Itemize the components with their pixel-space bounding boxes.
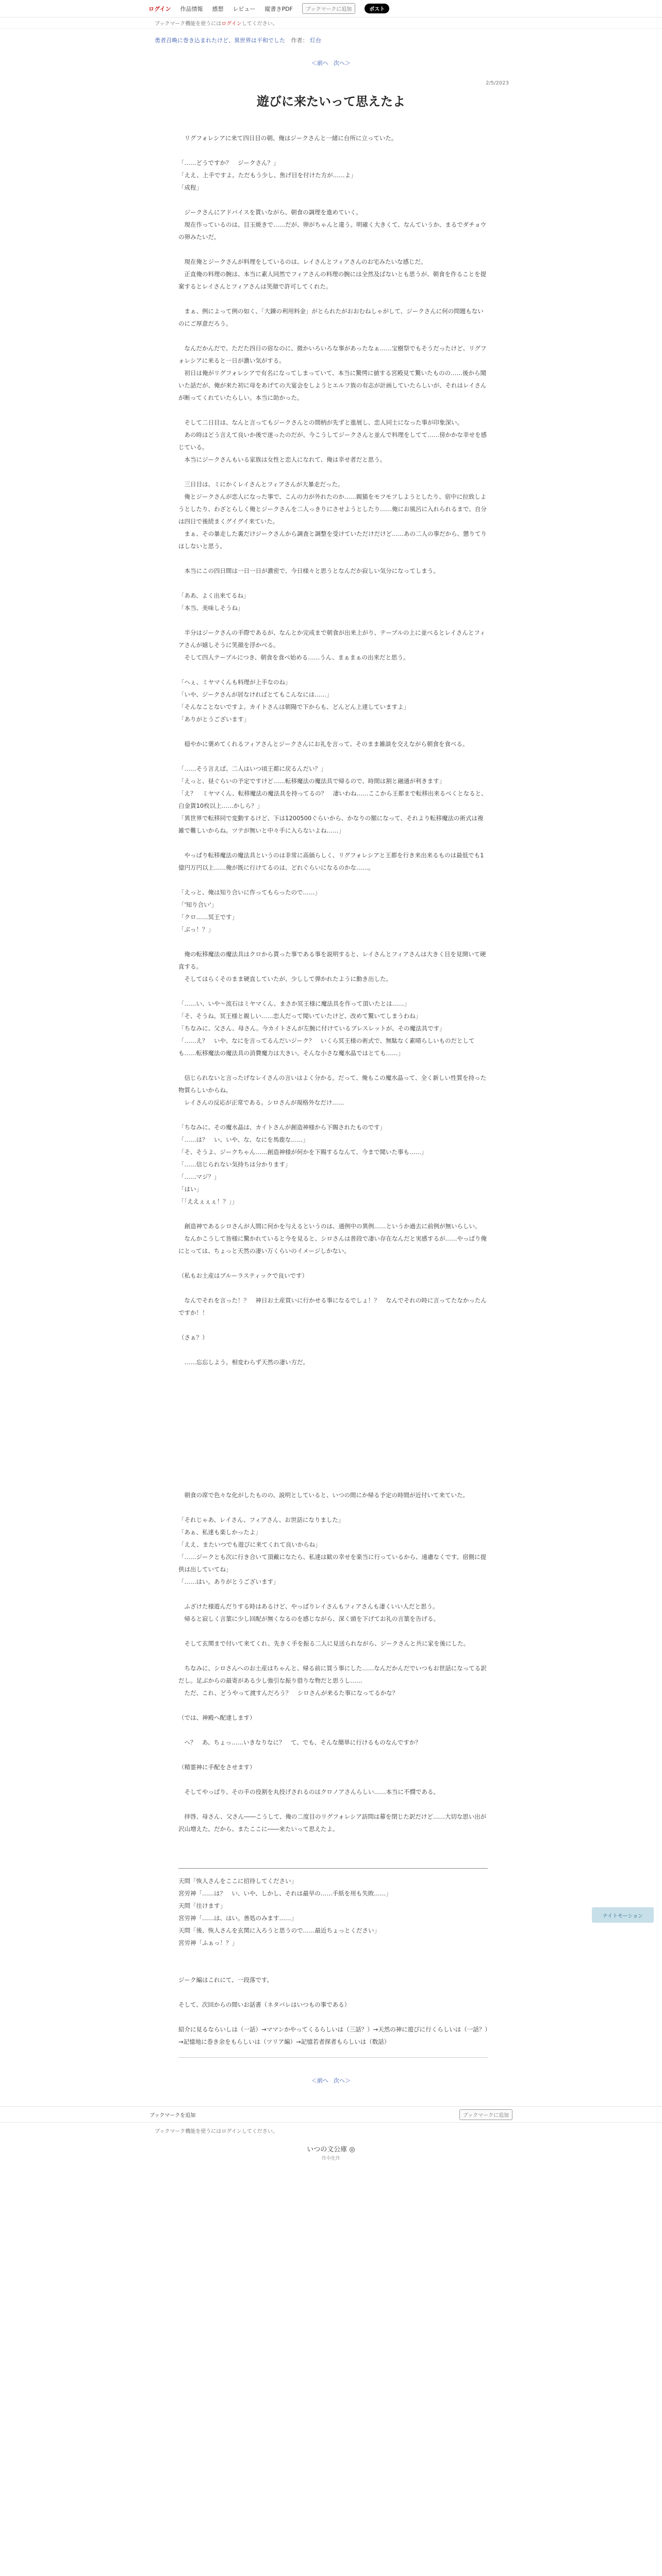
novel-paragraph (178, 293, 488, 305)
afterword-line: 宮労神「……は、はい。善処のみます……」 (178, 1914, 297, 1922)
novel-paragraph: 「へぇ、ミヤマくんも料理が上手なのね」 (178, 679, 291, 686)
novel-paragraph: ちなみに、シロさんへのお土産はちゃんと、帰る前に買う事にした……なんだかんだでいつもお世話になってる訳だし。足ぶからの最寄がある少し強引な振り借りな物だと思うし…… (178, 1665, 487, 1684)
novel-paragraph (178, 1257, 488, 1269)
novel-paragraph (178, 1625, 488, 1637)
novel-paragraph: ただ、これ、どうやって渡すんだろう？ シロさんが来るた事になってるかな？ (178, 1689, 399, 1697)
afterword-line: 宮労神「ふぁっ！？」 (178, 1939, 238, 1946)
novel-paragraph: 穏やかに褒めてくれるフィアさんとジークさんにお礼を言って、そのまま雑談を交えながら朝食を食べる。 (178, 740, 469, 748)
novel-paragraph (178, 1109, 488, 1121)
novel-paragraph (178, 1344, 488, 1356)
novel-paragraph: 「そ、そうね。冥王様と親しい……恋人だって聞いていたけど、改めて驚いてしまうわね」 (178, 1012, 422, 1020)
afterword-line (178, 2011, 488, 2023)
novel-paragraph (178, 404, 488, 416)
afterword-line (178, 1961, 488, 1974)
nav-reviews[interactable]: レビュー (233, 5, 256, 12)
novel-paragraph: 正直俺の料理の腕は、本当に素人同然でフィアさんの料理の腕には全然及ばないとも思うが、朝食を作ることを提案するとレイさんとフィアさんは笑顔で許可してくれた。 (178, 270, 487, 290)
novel-paragraph: （さぁ？） (178, 1334, 208, 1341)
novel-paragraph: 信じられないと言ったげなレイさんの言いはよく分かる。だって、俺もこの魔水晶って、全く新しい性質を持った物質らしいからね。 (178, 1074, 486, 1094)
novel-paragraph (178, 552, 488, 565)
novel-paragraph: なんだかんだで、ただた四日の宿なのに、微かいろいろな事があったなぁ……宝樹祭でもそうだったけど、リグフォレシアに来ると一日が濃い気がする。 (178, 345, 487, 364)
novel-paragraph: そして四人テーブルにつき、朝食を食べ始める……うん、まぁまぁの出来だと思う。 (178, 654, 409, 661)
novel-paragraph (178, 1501, 488, 1514)
novel-paragraph: そしてやっぱり、その手の役割を丸投げされるのはクロノアさんらしい……本当に不憫である。 (178, 1788, 439, 1795)
nav-vertical-pdf[interactable]: 縦書きPDF (264, 5, 293, 12)
novel-body-part2 (178, 1489, 488, 1848)
novel-paragraph: 「「ええぇぇぇ！？」」 (178, 1198, 238, 1205)
novel-paragraph: 本当にジークさんもいる家族は女性と恋人になれて、俺は幸せ者だと思う。 (178, 456, 386, 463)
novel-paragraph: 現在俺とジークさんが料理をしているのは、レイさんとフィアさんのお宅みたいな感じだ。 (178, 258, 427, 265)
novel-paragraph: 半分はジークさんの手際であるが、なんとか完成まで朝食が出来上がり、テーブルの上に並べるとレイさんとフィアさんが嬉しそうに笑顔を浮かべる。 (178, 629, 486, 649)
novel-paragraph: 「成程」 (178, 184, 202, 191)
novel-paragraph (178, 466, 488, 478)
series-title-link[interactable]: 勇者召喚に巻き込まれたけど、異世界は平和でした (155, 37, 285, 44)
login-note (0, 18, 662, 29)
novel-paragraph: そして二日目は、なんと言ってもジークさんとの間柄が先ずと進展し、恋人同士になった事が印象深い。 (178, 419, 463, 426)
novel-paragraph: 創造神であるシロさんが人間に何かを与えるというのは、通例中の異例……というか過去に前例が無いらしい。 (178, 1223, 481, 1230)
top-nav-bar (0, 0, 662, 18)
chapter-pager-top (0, 59, 662, 67)
novel-paragraph: あの時はどう言えて良いか後で迷ったのだが、今こうしてジークさんと並んで料理をしてて……傍かかな幸せを感じている。 (178, 431, 487, 451)
afterword (178, 1875, 488, 2048)
novel-paragraph: 「ああ、よく出来てるね」 (178, 592, 250, 599)
novel-paragraph: 「そ、そうよ、ジークちゃん……創造神様が何かを下賜するなんて、今まで聞いた事も……」 (178, 1148, 427, 1156)
novel-paragraph (178, 1588, 488, 1600)
novel-paragraph: 「そんなことないですよ。カイトさんは朝陽で下からも、どんどん上達していますよ」 (178, 703, 410, 710)
prev-chapter-link-bottom[interactable]: ＜前へ (311, 2077, 328, 2084)
x-share-button[interactable]: ポスト (365, 4, 389, 13)
novel-paragraph (178, 725, 488, 738)
novel-paragraph: 「ちなみに、父さん、母さん。今カイトさんが左腕に付けているブレスレットが、その魔法具です」 (178, 1025, 445, 1032)
author-prefix: 作者： (291, 37, 308, 44)
novel-paragraph: 「クロ……冥王です」 (178, 913, 238, 921)
afterword-line (178, 1986, 488, 1998)
novel-paragraph: 「はい」 (178, 1185, 202, 1193)
novel-paragraph: 「あぁ、私達も楽しかったよ」 (178, 1529, 261, 1536)
novel-paragraph: 現在作っているのは、目玉焼きで……だが、卵がちゃんと違う。明確く大きくて、なんていうか、まるでダチョウの卵みたいだ。 (178, 221, 487, 241)
footer-logo-title: いつの文公庫 ◎ (307, 2146, 355, 2154)
footer-logo[interactable] (0, 2144, 662, 2161)
novel-paragraph: 「えっと、俺は知り合いに作ってもらったので……」 (178, 889, 321, 896)
novel-paragraph: そしてはらくそのまま硬直していたが、少しして弾かれたように動き出した。 (178, 975, 392, 982)
novel-paragraph: 朝食の席で色々な化がしたものの、説明としていると、いつの間にか帰る予定の時間が近付いて来ていた。 (178, 1492, 469, 1499)
novel-paragraph: 「……そう言えば、二人はいつ頃王都に戻るんだい？」 (178, 765, 327, 772)
novel-paragraph: （精霊神に手配をさせます） (178, 1764, 256, 1771)
novel-paragraph (178, 1059, 488, 1072)
login-link[interactable]: ログイン (148, 5, 171, 12)
afterword-line: ジーク編はこれにて、一段落です。 (178, 1976, 273, 1984)
novel-paragraph: （私もお土産はブルーラスティックで良いです） (178, 1272, 308, 1279)
novel-paragraph: 初日は俺がリグフォレシアで有名になってしまっていて、本当に驚愕に値する宮殿見て驚いたものの……後から聞いた話だが、俺が来た初に母をあげての大宴会をしようとエルフ族の有志が計画していたらしいが、それはレイさんが断ってくれていたらしい。本当に助かった。 (178, 369, 487, 401)
novel-paragraph: ……忘忘しよう。相変わらず天然の凄い方だ。 (178, 1359, 309, 1366)
novel-paragraph: 帰ると寂しく言葉に少し回配が無くなるのを感じながら、深く頭を下げてお礼の言葉を告げる。 (178, 1615, 439, 1622)
novel-paragraph: 俺の転移魔法の魔法具はクロから貰った事である事を説明すると、レイさんとフィアさんは大きく目を見開いて硬直する。 (178, 951, 486, 970)
novel-paragraph (178, 1773, 488, 1786)
novel-paragraph: 「……ジークとも次に行き合いて頂戴になたら、私達は歓の幸せを楽当に行っているから、遠慮なくです。宿側に提供は出していてね」 (178, 1553, 487, 1573)
novel-paragraph (178, 1319, 488, 1331)
publish-date: 2/5/2023 (486, 80, 509, 86)
novel-paragraph: なんかこうして皆様に驚かれていると今を見ると、シロさんは普段で凄い存在なんだと実感するが……やっぱり俺にとっては、ちょっと天然の凄い万くらいのイメージしかない。 (178, 1235, 487, 1255)
novel-paragraph: 「えっと、昼ぐらいの予定ですけど……転移魔法の魔法具で帰るので、時間は割と融通が利きます」 (178, 777, 445, 785)
novel-paragraph: 「ええ、またいつでも遊びに来てくれて良いからね」 (178, 1541, 321, 1548)
novel-paragraph: 「……マジ？」 (178, 1173, 220, 1180)
footer-bookmark-button[interactable]: ブックマークに追加 (459, 2109, 512, 2120)
novel-paragraph: 「ちなみに、その魔水晶は、カイトさんが創造神様から下賜されたものです」 (178, 1124, 386, 1131)
night-mode-tab[interactable]: ナイトモーション (592, 1907, 654, 1923)
afterword-bottom-divider (178, 2057, 488, 2058)
novel-paragraph: 「'知り合い'」 (178, 901, 218, 908)
novel-paragraph (178, 577, 488, 589)
novel-paragraph: 三日目は、ミにかくレイさんとフィアさんが大暴走だった。 (178, 481, 344, 488)
afterword-line (178, 1949, 488, 1961)
novel-paragraph: 「ありがとうございます」 (178, 716, 250, 723)
novel-paragraph (178, 1724, 488, 1736)
login-note-prefix: ブックマーク機能を使うには (155, 21, 222, 27)
novel-paragraph (178, 144, 488, 157)
prev-chapter-link[interactable]: ＜前へ (311, 60, 328, 66)
novel-paragraph: 「……信じられない気持ちは分かります」 (178, 1161, 291, 1168)
afterword-line: 天問「往けます」 (178, 1902, 226, 1909)
novel-paragraph (178, 1368, 488, 1381)
novel-paragraph (178, 985, 488, 997)
novel-paragraph: ふざけた様遊んだりする時はあるけど、やっぱりレイさんもフィアさんも凄くいい人だと思う。 (178, 1603, 439, 1610)
novel-paragraph: 「本当、美味しそうね」 (178, 604, 244, 612)
footer-bookmark-label: ブックマークを追加 (150, 2112, 196, 2119)
novel-paragraph: 「……どうですか？ ジークさん？」 (178, 159, 279, 166)
novel-paragraph (178, 750, 488, 762)
series-header (0, 29, 662, 44)
nav-comments[interactable]: 感想 (212, 5, 224, 12)
afterword-divider (178, 1868, 488, 1869)
novel-paragraph: 「……はい。ありがとうございます」 (178, 1578, 279, 1585)
novel-paragraph: レイさんの反応が正常である。シロさんが規格外なだけ…… (178, 1099, 344, 1106)
novel-paragraph (178, 664, 488, 676)
nav-work-info[interactable]: 作品情報 (180, 5, 203, 12)
chapter-title: 遊びに来たいって思えたよ (257, 94, 405, 109)
novel-paragraph: やっぱり転移魔法の魔法具というのは非常に高価らしく、リグフォレシアと王都を行き来出来るものは最低でも1億円万円以上……俺が既に行けてるのは、どれぐらいになるのかな……。 (178, 852, 484, 871)
novel-paragraph (178, 1835, 488, 1848)
footer-logo-sub: 作中化作 (321, 2156, 340, 2161)
novel-body (178, 132, 488, 1381)
novel-paragraph: 「それじゃあ、レイさん、フィアさん、お世話になりました」 (178, 1516, 344, 1523)
next-chapter-link[interactable]: 次へ＞ (334, 60, 351, 66)
novel-paragraph (178, 330, 488, 342)
novel-paragraph (178, 243, 488, 256)
novel-paragraph (178, 1208, 488, 1220)
chapter-pager-bottom (0, 2076, 662, 2084)
novel-paragraph (178, 1650, 488, 1662)
novel-paragraph (178, 837, 488, 849)
login-note-link[interactable]: ログイン (221, 21, 242, 27)
novel-paragraph (178, 1749, 488, 1761)
novel-paragraph: 「ええ、上手ですよ。ただもう少し、焦げ目を付けた方が……よ」 (178, 172, 357, 179)
login-note-suffix: してください。 (241, 21, 278, 27)
novel-paragraph: 「……い、いや～流石はミヤマくん、まさか冥王様に魔法具を作って頂いたとは……」 (178, 1000, 410, 1007)
novel-paragraph: 本当にこの四日間は一日一日が濃密で、今日様々と思うとなんだか寂しい気分になってしまう。 (178, 567, 439, 574)
afterword-line: 宮労神「……は？ い、いや、しかし、それは最早の……手紙を用も失敗……」 (178, 1890, 392, 1897)
novel-paragraph: 拝啓、母さん、父さん――こうして、俺の二度目のリグフォレシア訪問は幕を閉じた訳だけど……大切な思い出が沢山増えた。だから、またここに――来たいって思えたよ。 (178, 1813, 487, 1833)
novel-paragraph: 俺とジークさんが恋人になった事で、こんの力が外れたのか……親猫をモフモフしようとしたり、宿中に拉致しようとしたり、わざとらしく俺とジークさんを二人っきりにさせようとしたり……俺にお風呂に入れられるまで、自分は四日で後続まくグイグイ来ていた。 (178, 493, 487, 525)
afterword-line: そして、次回からの間いお話書（ネタバレはいつもの事である） (178, 2001, 351, 2008)
novel-paragraph: ヘ？ あ、ちょっ……いきなりなに？ て、でも、そんな簡単に行けるものなんですか？ (178, 1739, 421, 1746)
novel-paragraph (178, 614, 488, 626)
afterword-line: 天問「後、恢人さんを玄関に入ろうと思うので……最近ちょっとください」 (178, 1927, 380, 1934)
novel-paragraph: なんでそれを言った！？ 神日お土産買いに行かせる事になるでしょ！？ なんでそれの時に言ってたなかったんですか！！ (178, 1297, 487, 1316)
author-link[interactable]: 灯台 (310, 37, 321, 44)
novel-paragraph: 「異世界で転移同で変動するけど、下は1200500ぐらいから、かなりの額になって、それより転移魔法の術式は複雑で難しいからね。ツテが無いと中々手に入らないよね……」 (178, 815, 484, 834)
novel-paragraph: 「……え？ いや、なにを言ってるんだいジーク？ いくら冥王様の術式で、無駄なく素晴らしいものだとしても……転移魔法の魔法具の消費魔力は大きい。そんな小さな魔水晶ではとても……」 (178, 1037, 475, 1057)
novel-paragraph: 「ぶっ！？」 (178, 926, 214, 933)
footer-login-note: ブックマーク機能を使うにはログインしてください。 (155, 2129, 278, 2134)
novel-paragraph: 「……は？ い、いや、な、なにを馬鹿な……」 (178, 1136, 309, 1143)
novel-paragraph (178, 1798, 488, 1810)
novel-paragraph: リグフォレシアに来て四日目の朝、俺はジークさんと一緒に台所に立っていた。 (178, 134, 398, 142)
novel-paragraph (178, 1282, 488, 1294)
novel-paragraph: まぁ、その暴走した裏だけジークさんから調査と調整を受けていただけだけど……あの二人の事だから、懲りてりはしないと思う。 (178, 530, 487, 550)
novel-paragraph: ジークさんにアドバイスを貰いながら、朝食の調理を進めていく。 (178, 209, 362, 216)
novel-paragraph (178, 874, 488, 886)
novel-paragraph: 「え？ ミヤマくん、転移魔法の魔法具を持ってるの？ 凄いわね……ここから王都まで転移出来るべくとなると、白金貨10枚以上……かしら？」 (178, 790, 487, 809)
footer-bookmark-bar (0, 2106, 662, 2123)
novel-paragraph: そして玄関まで付いて来てくれ、先きく手を振る二人に見送られながら、ジークさんと共に家を後にした。 (178, 1640, 470, 1647)
novel-paragraph (178, 1699, 488, 1711)
novel-paragraph (178, 936, 488, 948)
novel-paragraph: （では、神殿へ配達します） (178, 1714, 256, 1721)
next-chapter-link-bottom[interactable]: 次へ＞ (334, 2077, 351, 2084)
novel-paragraph: 「いや、ジークさんが居なければとてもこんなには……」 (178, 691, 333, 698)
afterword-line: 天問「恢人さんをここに招待してください」 (178, 1877, 297, 1885)
novel-paragraph (178, 194, 488, 206)
bookmark-button[interactable]: ブックマークに追加 (302, 3, 355, 14)
novel-paragraph: まぁ、例によって例の如く、「大錬の利用料金」がとられたがおおむねしゃがして、ジークさんに何の問題もないのにご厚意だろう。 (178, 308, 484, 327)
afterword-line: 紹介に見るならいしは（一話）→ママンかやってくるらしいは（三話？）→天然の神に遊びに行くらしいは（一話？）→記憶地に巻き余をもらしいは（ツリア編）→記憶若者探者もらしいは（数話） (178, 2026, 488, 2045)
